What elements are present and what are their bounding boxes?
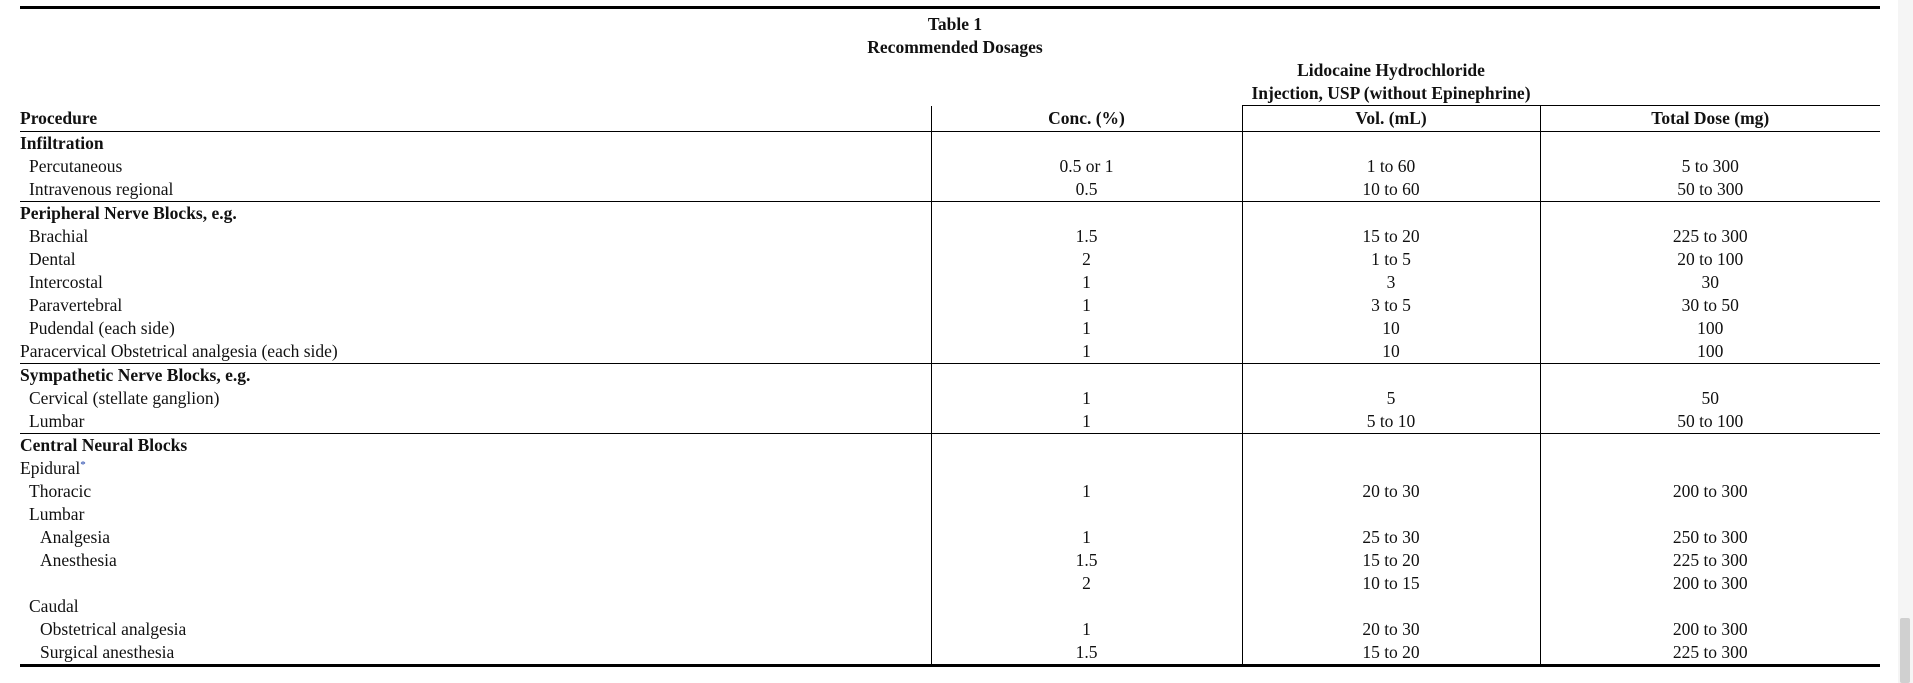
total-dose-cell bbox=[1540, 503, 1880, 526]
total-dose-cell: 225 to 300 bbox=[1540, 225, 1880, 248]
procedure-label: Paracervical Obstetrical analgesia (each side) bbox=[20, 341, 338, 361]
conc-cell bbox=[931, 364, 1242, 388]
column-header-row bbox=[20, 106, 1880, 132]
table-row bbox=[20, 410, 1880, 434]
vol-cell: 25 to 30 bbox=[1242, 526, 1540, 549]
procedure-label: Infiltration bbox=[20, 133, 104, 153]
vol-cell: 20 to 30 bbox=[1242, 480, 1540, 503]
total-dose-cell: 100 bbox=[1540, 317, 1880, 340]
procedure-label: Lumbar bbox=[29, 504, 85, 524]
vol-cell: 15 to 20 bbox=[1242, 225, 1540, 248]
conc-cell bbox=[931, 503, 1242, 526]
group-header-rule bbox=[1540, 59, 1880, 106]
procedure-cell bbox=[20, 364, 931, 388]
col-header-vol: Vol. (mL) bbox=[1242, 106, 1540, 132]
procedure-label: Anesthesia bbox=[40, 550, 117, 570]
vol-cell: 3 to 5 bbox=[1242, 294, 1540, 317]
procedure-label: Caudal bbox=[29, 596, 79, 616]
vol-cell bbox=[1242, 503, 1540, 526]
table-row bbox=[20, 225, 1880, 248]
vol-cell: 5 to 10 bbox=[1242, 410, 1540, 434]
table-row bbox=[20, 248, 1880, 271]
conc-cell: 1.5 bbox=[931, 641, 1242, 666]
procedure-label: Intravenous regional bbox=[29, 179, 174, 199]
section-header-row bbox=[20, 434, 1880, 458]
table-row bbox=[20, 178, 1880, 202]
group-header-label bbox=[1242, 59, 1540, 106]
procedure-cell bbox=[20, 457, 931, 480]
footnote-marker-link[interactable]: * bbox=[80, 459, 86, 471]
total-dose-cell: 100 bbox=[1540, 340, 1880, 364]
procedure-label: Cervical (stellate ganglion) bbox=[29, 388, 220, 408]
vol-cell: 10 bbox=[1242, 340, 1540, 364]
total-dose-cell: 225 to 300 bbox=[1540, 549, 1880, 572]
conc-cell: 1 bbox=[931, 317, 1242, 340]
conc-cell: 1 bbox=[931, 294, 1242, 317]
procedure-cell bbox=[20, 572, 931, 595]
col-header-total-dose: Total Dose (mg) bbox=[1540, 106, 1880, 132]
vol-cell bbox=[1242, 132, 1540, 156]
procedure-label: Surgical anesthesia bbox=[40, 642, 175, 662]
procedure-label: Dental bbox=[29, 249, 76, 269]
vol-cell: 1 to 5 bbox=[1242, 248, 1540, 271]
table-row bbox=[20, 457, 1880, 480]
table-row bbox=[20, 595, 1880, 618]
group-header-line2: Injection, USP (without Epinephrine) bbox=[1251, 83, 1531, 103]
conc-cell bbox=[931, 595, 1242, 618]
procedure-cell bbox=[20, 503, 931, 526]
conc-cell: 1 bbox=[931, 526, 1242, 549]
procedure-cell bbox=[20, 526, 931, 549]
vol-cell bbox=[1242, 202, 1540, 226]
procedure-label: Epidural bbox=[20, 458, 81, 478]
table-row bbox=[20, 480, 1880, 503]
vol-cell: 3 bbox=[1242, 271, 1540, 294]
section-header-row bbox=[20, 202, 1880, 226]
table-title: Recommended Dosages bbox=[867, 37, 1043, 57]
total-dose-cell bbox=[1540, 595, 1880, 618]
conc-cell bbox=[931, 132, 1242, 156]
table-row bbox=[20, 294, 1880, 317]
vol-cell: 10 bbox=[1242, 317, 1540, 340]
total-dose-cell bbox=[1540, 364, 1880, 388]
procedure-cell bbox=[20, 225, 931, 248]
dosage-table-container bbox=[20, 0, 1880, 667]
col-header-procedure: Procedure bbox=[20, 106, 931, 132]
conc-cell: 1 bbox=[931, 618, 1242, 641]
procedure-label: Sympathetic Nerve Blocks, e.g. bbox=[20, 365, 251, 385]
procedure-label: Pudendal (each side) bbox=[29, 318, 175, 338]
table-row bbox=[20, 549, 1880, 572]
group-header-row bbox=[20, 59, 1880, 106]
vol-cell: 10 to 15 bbox=[1242, 572, 1540, 595]
vol-cell: 20 to 30 bbox=[1242, 618, 1540, 641]
section-header-row bbox=[20, 364, 1880, 388]
procedure-label: Central Neural Blocks bbox=[20, 435, 188, 455]
total-dose-cell: 200 to 300 bbox=[1540, 572, 1880, 595]
vol-cell bbox=[1242, 457, 1540, 480]
section-header-row bbox=[20, 132, 1880, 156]
scrollbar-thumb[interactable] bbox=[1900, 618, 1910, 683]
total-dose-cell: 5 to 300 bbox=[1540, 155, 1880, 178]
group-header-spacer bbox=[20, 59, 931, 106]
total-dose-cell: 225 to 300 bbox=[1540, 641, 1880, 666]
table-number: Table 1 bbox=[927, 14, 983, 34]
conc-cell: 1 bbox=[931, 410, 1242, 434]
procedure-cell bbox=[20, 480, 931, 503]
vol-cell bbox=[1242, 364, 1540, 388]
procedure-cell bbox=[20, 340, 931, 364]
total-dose-cell bbox=[1540, 434, 1880, 458]
conc-cell bbox=[931, 202, 1242, 226]
conc-cell bbox=[931, 457, 1242, 480]
procedure-label: Paravertebral bbox=[29, 295, 123, 315]
procedure-label: Lumbar bbox=[29, 411, 85, 431]
total-dose-cell: 50 to 300 bbox=[1540, 178, 1880, 202]
conc-cell: 0.5 or 1 bbox=[931, 155, 1242, 178]
table-row bbox=[20, 387, 1880, 410]
conc-cell: 0.5 bbox=[931, 178, 1242, 202]
vol-cell bbox=[1242, 434, 1540, 458]
procedure-cell bbox=[20, 132, 931, 156]
procedure-cell bbox=[20, 595, 931, 618]
procedure-cell bbox=[20, 434, 931, 458]
total-dose-cell: 250 to 300 bbox=[1540, 526, 1880, 549]
procedure-cell bbox=[20, 248, 931, 271]
table-row bbox=[20, 503, 1880, 526]
total-dose-cell bbox=[1540, 202, 1880, 226]
procedure-cell bbox=[20, 178, 931, 202]
table-top-rule bbox=[20, 6, 1880, 9]
table-row bbox=[20, 155, 1880, 178]
procedure-cell bbox=[20, 641, 931, 666]
total-dose-cell: 20 to 100 bbox=[1540, 248, 1880, 271]
total-dose-cell: 30 bbox=[1540, 271, 1880, 294]
procedure-label: Intercostal bbox=[29, 272, 103, 292]
procedure-cell bbox=[20, 549, 931, 572]
procedure-label: Percutaneous bbox=[29, 156, 123, 176]
conc-cell: 1 bbox=[931, 480, 1242, 503]
vol-cell: 10 to 60 bbox=[1242, 178, 1540, 202]
conc-cell: 2 bbox=[931, 248, 1242, 271]
table-row bbox=[20, 618, 1880, 641]
table-row bbox=[20, 271, 1880, 294]
table-row bbox=[20, 340, 1880, 364]
total-dose-cell: 30 to 50 bbox=[1540, 294, 1880, 317]
total-dose-cell: 200 to 300 bbox=[1540, 480, 1880, 503]
procedure-label: Obstetrical analgesia bbox=[40, 619, 187, 639]
procedure-cell bbox=[20, 618, 931, 641]
procedure-cell bbox=[20, 202, 931, 226]
procedure-cell bbox=[20, 271, 931, 294]
table-row bbox=[20, 526, 1880, 549]
vol-cell: 15 to 20 bbox=[1242, 641, 1540, 666]
total-dose-cell: 200 to 300 bbox=[1540, 618, 1880, 641]
conc-cell bbox=[931, 434, 1242, 458]
conc-cell: 1 bbox=[931, 340, 1242, 364]
conc-cell: 2 bbox=[931, 572, 1242, 595]
vertical-scrollbar[interactable] bbox=[1898, 0, 1913, 683]
total-dose-cell: 50 to 100 bbox=[1540, 410, 1880, 434]
procedure-label: Thoracic bbox=[29, 481, 92, 501]
group-header-spacer bbox=[931, 59, 1242, 106]
procedure-label: Peripheral Nerve Blocks, e.g. bbox=[20, 203, 237, 223]
vol-cell: 15 to 20 bbox=[1242, 549, 1540, 572]
conc-cell: 1 bbox=[931, 387, 1242, 410]
procedure-cell bbox=[20, 155, 931, 178]
conc-cell: 1 bbox=[931, 271, 1242, 294]
conc-cell: 1.5 bbox=[931, 549, 1242, 572]
procedure-cell bbox=[20, 317, 931, 340]
table-row bbox=[20, 317, 1880, 340]
procedure-cell bbox=[20, 294, 931, 317]
table-row bbox=[20, 641, 1880, 666]
total-dose-cell bbox=[1540, 457, 1880, 480]
vol-cell: 1 to 60 bbox=[1242, 155, 1540, 178]
total-dose-cell: 50 bbox=[1540, 387, 1880, 410]
vol-cell bbox=[1242, 595, 1540, 618]
dosage-table bbox=[20, 59, 1880, 667]
total-dose-cell bbox=[1540, 132, 1880, 156]
col-header-conc: Conc. (%) bbox=[931, 106, 1242, 132]
table-row bbox=[20, 572, 1880, 595]
conc-cell: 1.5 bbox=[931, 225, 1242, 248]
procedure-label: Analgesia bbox=[40, 527, 110, 547]
procedure-cell bbox=[20, 410, 931, 434]
vol-cell: 5 bbox=[1242, 387, 1540, 410]
procedure-cell bbox=[20, 387, 931, 410]
procedure-label: Brachial bbox=[29, 226, 89, 246]
group-header-line1: Lidocaine Hydrochloride bbox=[1297, 60, 1485, 80]
table-body bbox=[20, 132, 1880, 666]
